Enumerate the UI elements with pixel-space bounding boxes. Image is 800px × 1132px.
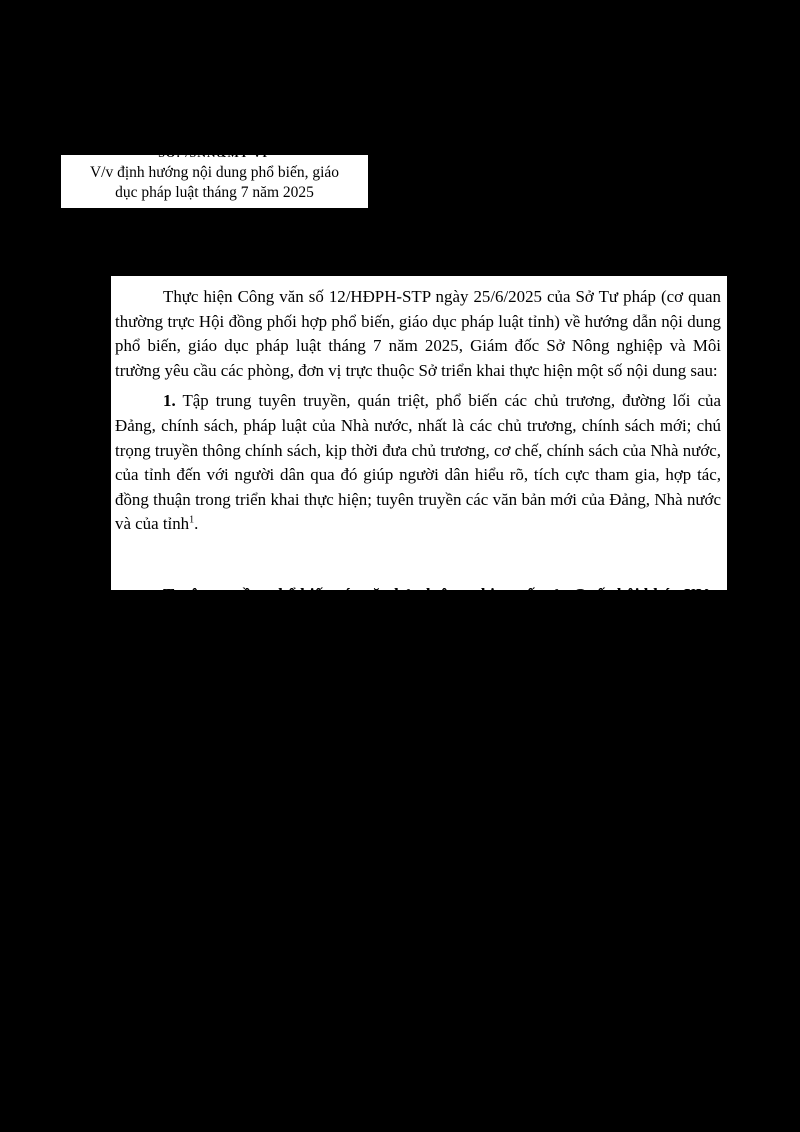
footnote-marker: 1	[189, 514, 195, 526]
item-1-text: Tập trung tuyên truyền, quán triệt, phổ biến các chủ trương, đường lối của Đảng, chính sách, pháp luật của Nhà nước, nhất là các chủ trương, chính sách mới; chú trọng truyền thông chính sách, kịp thời đưa chủ trương, cơ chế, chính sách của Nhà nước, của tỉnh đến với người dân qua đó giúp người dân hiểu rõ, tích cực tham gia, hợp tác, đồng thuận trong triển khai thực hiện; tuyên truyền các văn bản mới của Đảng, Nhà nước và của tỉnh	[115, 391, 722, 534]
cut-off-line-text: Tuyên truyền, phổ biến các văn bản luật, nghị quyết của Quốc hội khóa XV	[163, 585, 709, 604]
subject-line-2: dục pháp luật tháng 7 năm 2025	[115, 184, 314, 201]
subject-box	[61, 146, 368, 208]
subject-line-1: V/v định hướng nội dung phổ biến, giáo	[89, 164, 340, 181]
cut-off-line	[111, 581, 727, 604]
subject-text	[61, 163, 368, 203]
item-1-end: .	[194, 514, 199, 534]
paragraph-item-1	[115, 389, 721, 537]
subject-cut-heading: SỐ: /SNN&MT-VP	[158, 146, 271, 160]
item-number: 1.	[163, 391, 176, 411]
paragraph-intro: Thực hiện Công văn số 12/HĐPH-STP ngày 25/6/2025 của Sở Tư pháp (cơ quan thường trực Hội đồng phối hợp phổ biến, giáo dục pháp luật tỉnh) về hướng dẫn nội dung phổ biến, giáo dục pháp luật tháng 7 năm 2025, Giám đốc Sở Nông nghiệp và Môi trường yêu cầu các phòng, đơn vị trực thuộc Sở triển khai thực hiện một số nội dung sau:	[115, 287, 721, 380]
body-box	[111, 276, 727, 604]
body-text	[115, 285, 721, 537]
